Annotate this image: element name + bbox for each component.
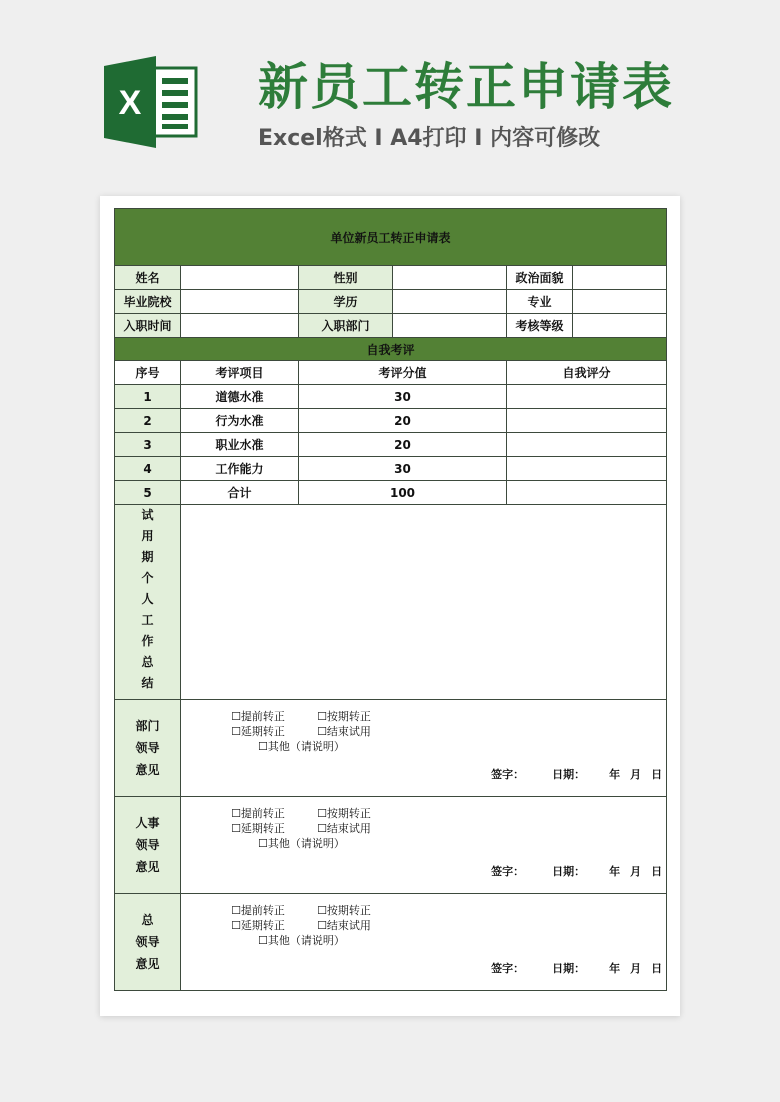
form-sheet — [100, 196, 680, 1016]
general-leader-opinion-field[interactable] — [181, 894, 667, 991]
page-title: 新员工转正申请表 — [258, 58, 674, 116]
hire-date-label: 入职时间 — [115, 314, 181, 338]
row-score: 100 — [299, 481, 507, 505]
row-item: 行为水准 — [181, 409, 299, 433]
page-subtitle: Excel格式 I A4打印 I 内容可修改 — [258, 126, 601, 151]
col-header-no: 序号 — [115, 361, 181, 385]
delay-confirm-checkbox[interactable]: ☐延期转正 — [231, 919, 285, 932]
early-confirm-checkbox[interactable]: ☐提前转正 — [231, 807, 285, 820]
row-score: 20 — [299, 433, 507, 457]
other-checkbox[interactable]: ☐其他（请说明） — [258, 837, 345, 850]
education-label: 学历 — [299, 290, 393, 314]
row-self-score[interactable] — [507, 457, 667, 481]
row-score: 30 — [299, 385, 507, 409]
gender-label: 性别 — [299, 266, 393, 290]
school-field[interactable] — [181, 290, 299, 314]
row-self-score[interactable] — [507, 409, 667, 433]
grade-field[interactable] — [573, 314, 667, 338]
political-status-field[interactable] — [573, 266, 667, 290]
end-trial-checkbox[interactable]: ☐结束试用 — [317, 919, 371, 932]
hr-leader-opinion-label: 人事 领导 意见 — [115, 797, 181, 894]
summary-label: 试 用 期 个 人 工 作 总 结 — [115, 505, 181, 700]
signature-line: 签字： 日期： 年 月 日 — [491, 865, 663, 878]
school-label: 毕业院校 — [115, 290, 181, 314]
dept-leader-opinion-label: 部门 领导 意见 — [115, 700, 181, 797]
application-form — [114, 208, 667, 991]
education-field[interactable] — [393, 290, 507, 314]
early-confirm-checkbox[interactable]: ☐提前转正 — [231, 710, 285, 723]
row-item: 合计 — [181, 481, 299, 505]
row-item: 工作能力 — [181, 457, 299, 481]
general-leader-opinion-label: 总 领导 意见 — [115, 894, 181, 991]
ontime-confirm-checkbox[interactable]: ☐按期转正 — [317, 904, 371, 917]
row-no: 3 — [115, 433, 181, 457]
self-eval-title: 自我考评 — [115, 338, 667, 361]
hr-leader-opinion-field[interactable] — [181, 797, 667, 894]
row-self-score[interactable] — [507, 385, 667, 409]
ontime-confirm-checkbox[interactable]: ☐按期转正 — [317, 710, 371, 723]
row-no: 1 — [115, 385, 181, 409]
col-header-score: 考评分值 — [299, 361, 507, 385]
major-field[interactable] — [573, 290, 667, 314]
svg-text:X: X — [118, 84, 142, 122]
delay-confirm-checkbox[interactable]: ☐延期转正 — [231, 822, 285, 835]
row-no: 4 — [115, 457, 181, 481]
dept-leader-opinion-field[interactable] — [181, 700, 667, 797]
end-trial-checkbox[interactable]: ☐结束试用 — [317, 822, 371, 835]
name-label: 姓名 — [115, 266, 181, 290]
form-title: 单位新员工转正申请表 — [115, 209, 667, 266]
row-item: 道德水准 — [181, 385, 299, 409]
col-header-self-score: 自我评分 — [507, 361, 667, 385]
excel-logo-icon — [100, 54, 200, 150]
grade-label: 考核等级 — [507, 314, 573, 338]
ontime-confirm-checkbox[interactable]: ☐按期转正 — [317, 807, 371, 820]
major-label: 专业 — [507, 290, 573, 314]
row-self-score[interactable] — [507, 481, 667, 505]
other-checkbox[interactable]: ☐其他（请说明） — [258, 934, 345, 947]
political-status-label: 政治面貌 — [507, 266, 573, 290]
signature-line: 签字： 日期： 年 月 日 — [491, 962, 663, 975]
department-field[interactable] — [393, 314, 507, 338]
name-field[interactable] — [181, 266, 299, 290]
row-self-score[interactable] — [507, 433, 667, 457]
row-no: 2 — [115, 409, 181, 433]
hire-date-field[interactable] — [181, 314, 299, 338]
early-confirm-checkbox[interactable]: ☐提前转正 — [231, 904, 285, 917]
row-score: 30 — [299, 457, 507, 481]
other-checkbox[interactable]: ☐其他（请说明） — [258, 740, 345, 753]
summary-field[interactable] — [181, 505, 667, 700]
delay-confirm-checkbox[interactable]: ☐延期转正 — [231, 725, 285, 738]
gender-field[interactable] — [393, 266, 507, 290]
row-item: 职业水准 — [181, 433, 299, 457]
signature-line: 签字： 日期： 年 月 日 — [491, 768, 663, 781]
col-header-item: 考评项目 — [181, 361, 299, 385]
row-score: 20 — [299, 409, 507, 433]
row-no: 5 — [115, 481, 181, 505]
end-trial-checkbox[interactable]: ☐结束试用 — [317, 725, 371, 738]
department-label: 入职部门 — [299, 314, 393, 338]
